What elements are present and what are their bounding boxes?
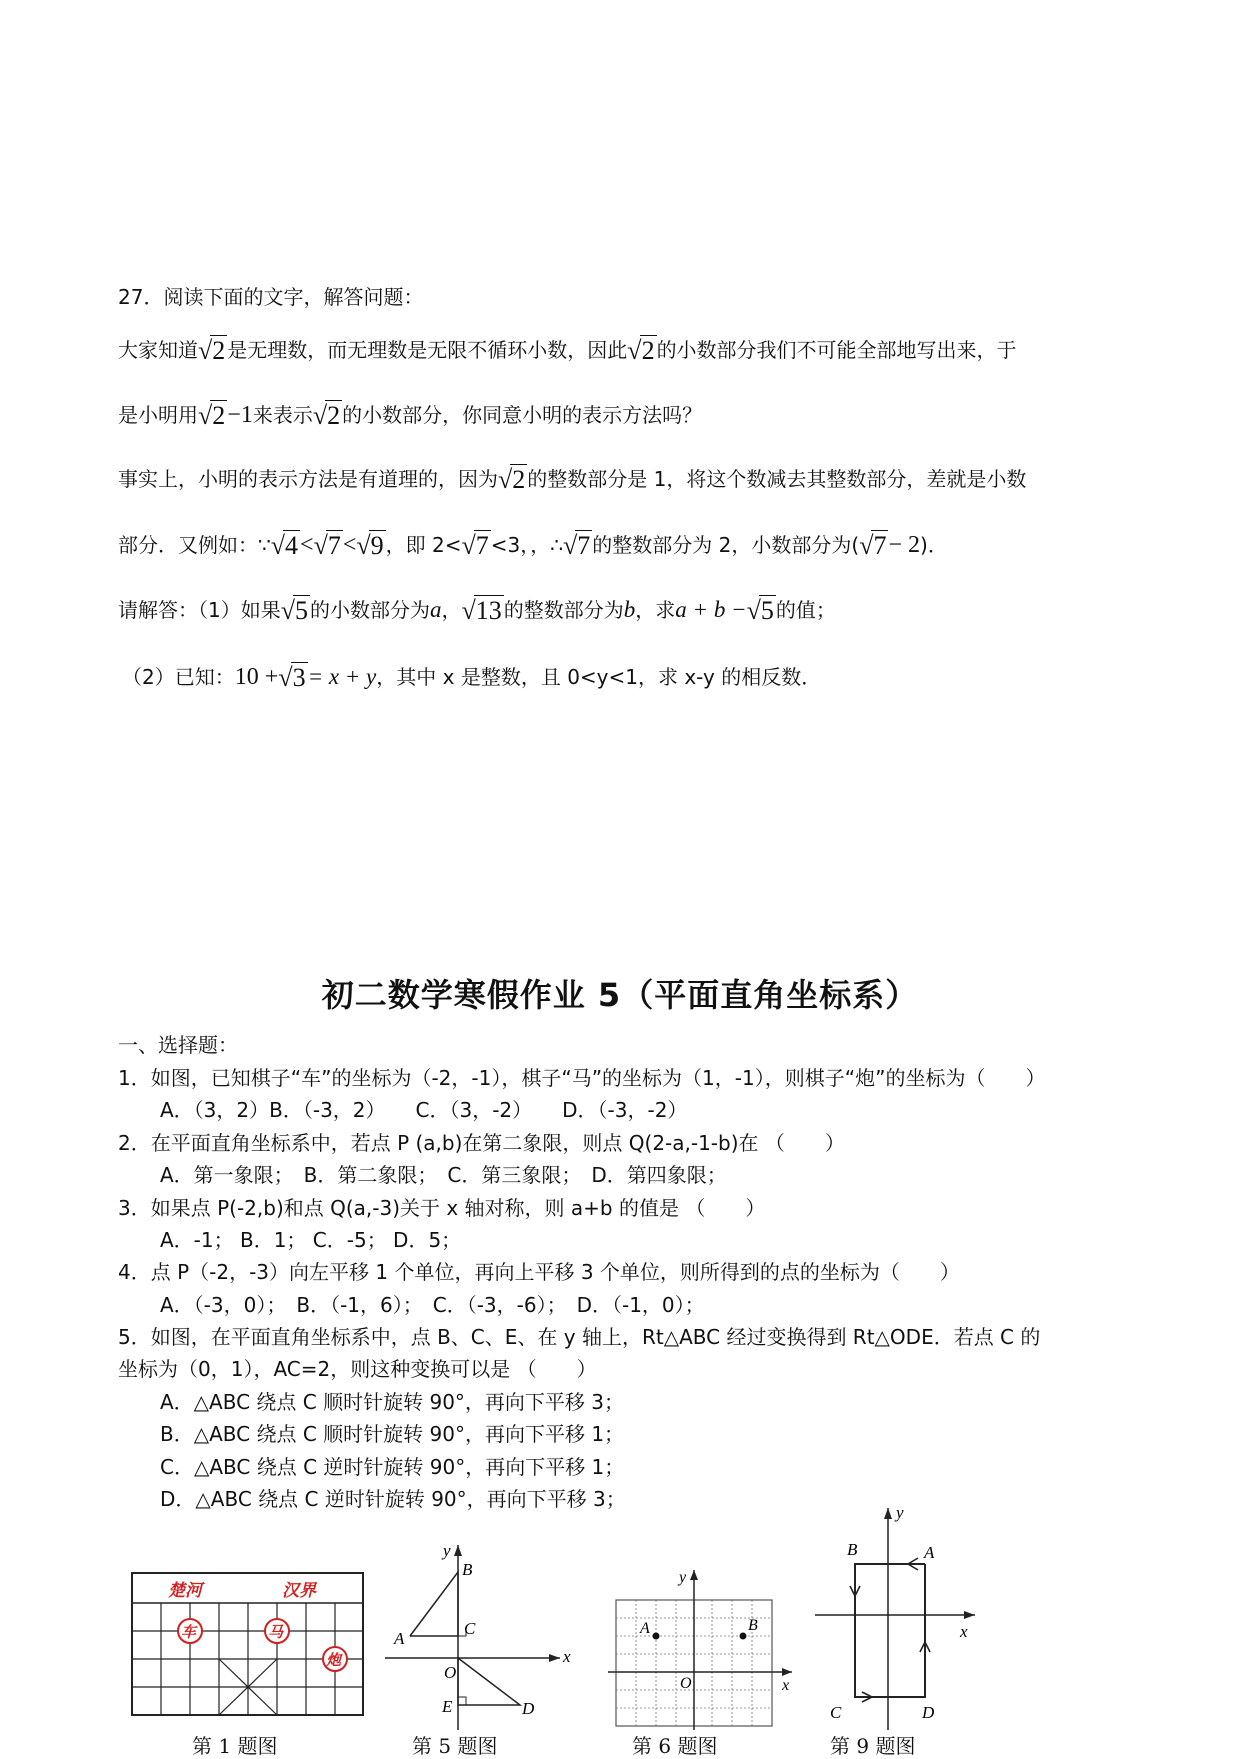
point-b <box>740 1633 747 1640</box>
svg-text:A: A <box>394 1629 405 1648</box>
q3-options: A．-1； B．1； C．-5； D．5； <box>160 1228 462 1252</box>
svg-text:C: C <box>830 1703 842 1722</box>
svg-text:E: E <box>442 1697 453 1716</box>
svg-text:A: A <box>924 1543 935 1562</box>
svg-text:C: C <box>464 1619 476 1638</box>
q5-option-b: B．△ABC 绕点 C 顺时针旋转 90°，再向下平移 1； <box>160 1422 625 1446</box>
svg-text:B: B <box>462 1560 473 1579</box>
q27-line-6: （2）已知：10 +√3= x + y，其中 x 是整数，且 0<y<1，求 x-y 的相反数． <box>122 663 822 692</box>
q5-option-a: A．△ABC 绕点 C 顺时针旋转 90°，再向下平移 3； <box>160 1390 625 1414</box>
svg-text:y: y <box>443 1541 451 1560</box>
q27-line-4: 部分．又例如：∵√4<√7<√9 ，即 2<√7 <3，，∴√7 的整数部分为 2，小数部分为(√7− 2)． <box>118 531 948 560</box>
q5-option-c: C．△ABC 绕点 C 逆时针旋转 90°，再向下平移 1； <box>160 1455 625 1479</box>
piece-ma: 马 <box>268 1623 284 1641</box>
q2-stem: 2．在平面直角坐标系中，若点 P (a,b)在第二象限，则点 Q(2-a,-1-b)在 （ ） <box>118 1131 845 1155</box>
svg-text:y: y <box>896 1503 904 1522</box>
q2-options: A．第一象限； B．第二象限； C．第三象限； D．第四象限； <box>160 1163 727 1187</box>
figure-9-path <box>810 1500 990 1732</box>
svg-text:O: O <box>444 1663 457 1682</box>
svg-text:y: y <box>679 1569 687 1586</box>
q27-line-5: 请解答：（1）如果√5 的小数部分为a，√13 的整数部分为b，求a + b −√5 的值； <box>118 596 836 625</box>
svg-text:B: B <box>748 1617 758 1634</box>
piece-ju: 车 <box>181 1623 197 1641</box>
q5-stem-1: 5．如图，在平面直角坐标系中，点 B、C、E、在 y 轴上，Rt△ABC 经过变换得到 Rt△ODE．若点 C 的 <box>118 1325 1041 1349</box>
svg-text:x: x <box>960 1622 968 1641</box>
river-label: 楚河 <box>168 1581 202 1601</box>
figure-5-caption: 第 5 题图 <box>412 1734 498 1758</box>
q27-heading: 27．阅读下面的文字，解答问题： <box>118 285 424 309</box>
svg-text:B: B <box>847 1540 858 1559</box>
border-label: 汉界 <box>282 1581 316 1601</box>
q5-stem-2: 坐标为（0，1），AC=2，则这种变换可以是 （ ） <box>118 1357 597 1381</box>
figure-9-caption: 第 9 题图 <box>830 1734 916 1758</box>
q3-stem: 3．如果点 P(-2,b)和点 Q(a,-3)关于 x 轴对称，则 a+b 的值是 （ ） <box>118 1196 766 1220</box>
q27-line-3: 事实上，小明的表示方法是有道理的，因为√2 的整数部分是 1，将这个数减去其整数部分，差就是小数 <box>118 465 1027 494</box>
piece-pao: 炮 <box>326 1651 342 1669</box>
page-title: 初二数学寒假作业 5（平面直角坐标系） <box>321 976 919 1014</box>
svg-text:x: x <box>782 1677 790 1694</box>
svg-text:D: D <box>922 1703 935 1722</box>
q4-stem: 4．点 P（-2，-3）向左平移 1 个单位，再向上平移 3 个单位，则所得到的点的坐标为（ ） <box>118 1260 960 1284</box>
figure-5-triangles <box>380 1540 580 1732</box>
q1-stem: 1．如图，已知棋子“车”的坐标为（-2，-1），棋子“马”的坐标为（1，-1），则棋子“炮”的坐标为（ ） <box>118 1066 1046 1090</box>
svg-text:x: x <box>563 1647 571 1666</box>
figure-6-grid <box>600 1560 800 1732</box>
section-heading: 一、选择题： <box>118 1033 238 1057</box>
sqrt-2: √2 <box>198 336 226 365</box>
figure-1-caption: 第 1 题图 <box>192 1734 278 1758</box>
svg-text:O: O <box>680 1675 692 1692</box>
q1-options: A．（3，2）B．（-3，2） C．（3，-2） D．（-3，-2） <box>160 1098 688 1122</box>
figure-6-caption: 第 6 题图 <box>632 1734 718 1758</box>
q5-option-d: D．△ABC 绕点 C 逆时针旋转 90°，再向下平移 3； <box>160 1487 626 1511</box>
q27-line-2: 是小明用√2−1来表示√2 的小数部分，你同意小明的表示方法吗？ <box>118 401 703 430</box>
q27-line-1: 大家知道√2 是无理数，而无理数是无限不循环小数，因此√2 的小数部分我们不可能全部地写出来，于 <box>118 336 1017 365</box>
point-a <box>653 1633 660 1640</box>
q4-options: A．（-3，0）； B．（-1，6）； C．（-3，-6）； D．（-1，0）； <box>160 1293 705 1317</box>
svg-text:A: A <box>640 1620 650 1637</box>
svg-text:D: D <box>522 1699 535 1718</box>
figure-1-chessboard <box>130 1570 366 1720</box>
